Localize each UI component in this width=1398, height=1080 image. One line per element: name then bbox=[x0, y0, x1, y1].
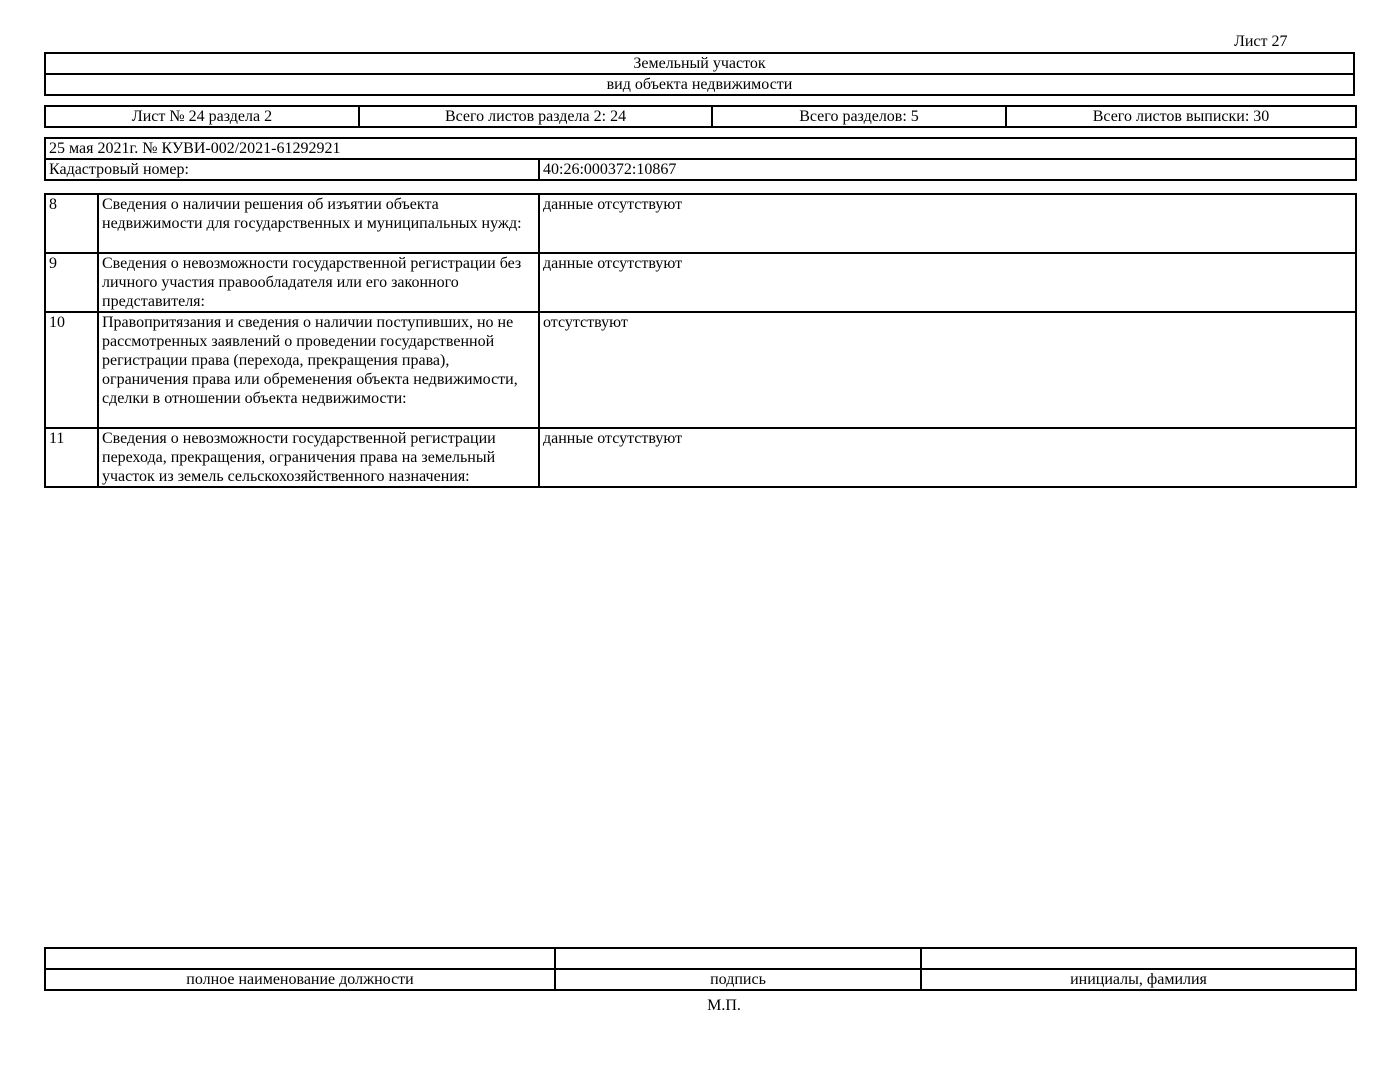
name-field bbox=[921, 948, 1356, 969]
row-label: Сведения о невозможности государственной регистрации без личного участия правообладателя или его законного представителя: bbox=[98, 253, 539, 312]
sheet-number: Лист 27 bbox=[1234, 33, 1288, 50]
table-row bbox=[45, 253, 1356, 312]
sheet-info-table bbox=[44, 105, 1357, 128]
row-label: Сведения о наличии решения об изъятии объекта недвижимости для государственных и муниципальных нужд: bbox=[98, 194, 539, 253]
row-number: 8 bbox=[45, 194, 98, 253]
position-field bbox=[45, 948, 555, 969]
table-row bbox=[45, 428, 1356, 487]
row-value: данные отсутствуют bbox=[539, 253, 1356, 312]
total-sections: Всего разделов: 5 bbox=[712, 106, 1006, 127]
total-section-sheets: Всего листов раздела 2: 24 bbox=[359, 106, 712, 127]
items-table bbox=[44, 193, 1357, 488]
name-caption: инициалы, фамилия bbox=[921, 969, 1356, 990]
object-type-caption: вид объекта недвижимости bbox=[45, 74, 1354, 95]
stamp-place: М.П. bbox=[707, 997, 741, 1014]
row-label: Правопритязания и сведения о наличии поступивших, но не рассмотренных заявлений о проведении государственной регистрации права (перехода, прекращения права), ограничения права или обременения объекта недвижимости, сделки в отношении объекта недвижимости: bbox=[98, 312, 539, 428]
signature-caption: подпись bbox=[555, 969, 921, 990]
signature-field bbox=[555, 948, 921, 969]
sheet-of-section: Лист № 24 раздела 2 bbox=[45, 106, 359, 127]
row-number: 9 bbox=[45, 253, 98, 312]
signature-table bbox=[44, 947, 1357, 991]
extract-date-number: 25 мая 2021г. № КУВИ-002/2021-61292921 bbox=[45, 138, 1356, 159]
position-caption: полное наименование должности bbox=[45, 969, 555, 990]
row-value: отсутствуют bbox=[539, 312, 1356, 428]
row-number: 10 bbox=[45, 312, 98, 428]
row-value: данные отсутствуют bbox=[539, 194, 1356, 253]
cadastral-value: 40:26:000372:10867 bbox=[539, 159, 1356, 180]
cadastral-label: Кадастровый номер: bbox=[45, 159, 539, 180]
row-label: Сведения о невозможности государственной регистрации перехода, прекращения, ограничения права на земельный участок из земель сельскохозяйственного назначения: bbox=[98, 428, 539, 487]
meta-table bbox=[44, 137, 1357, 181]
total-extract-sheets: Всего листов выписки: 30 bbox=[1006, 106, 1356, 127]
row-value: данные отсутствуют bbox=[539, 428, 1356, 487]
table-row bbox=[45, 312, 1356, 428]
object-type-table bbox=[44, 52, 1355, 96]
object-type: Земельный участок bbox=[45, 53, 1354, 74]
row-number: 11 bbox=[45, 428, 98, 487]
table-row bbox=[45, 194, 1356, 253]
